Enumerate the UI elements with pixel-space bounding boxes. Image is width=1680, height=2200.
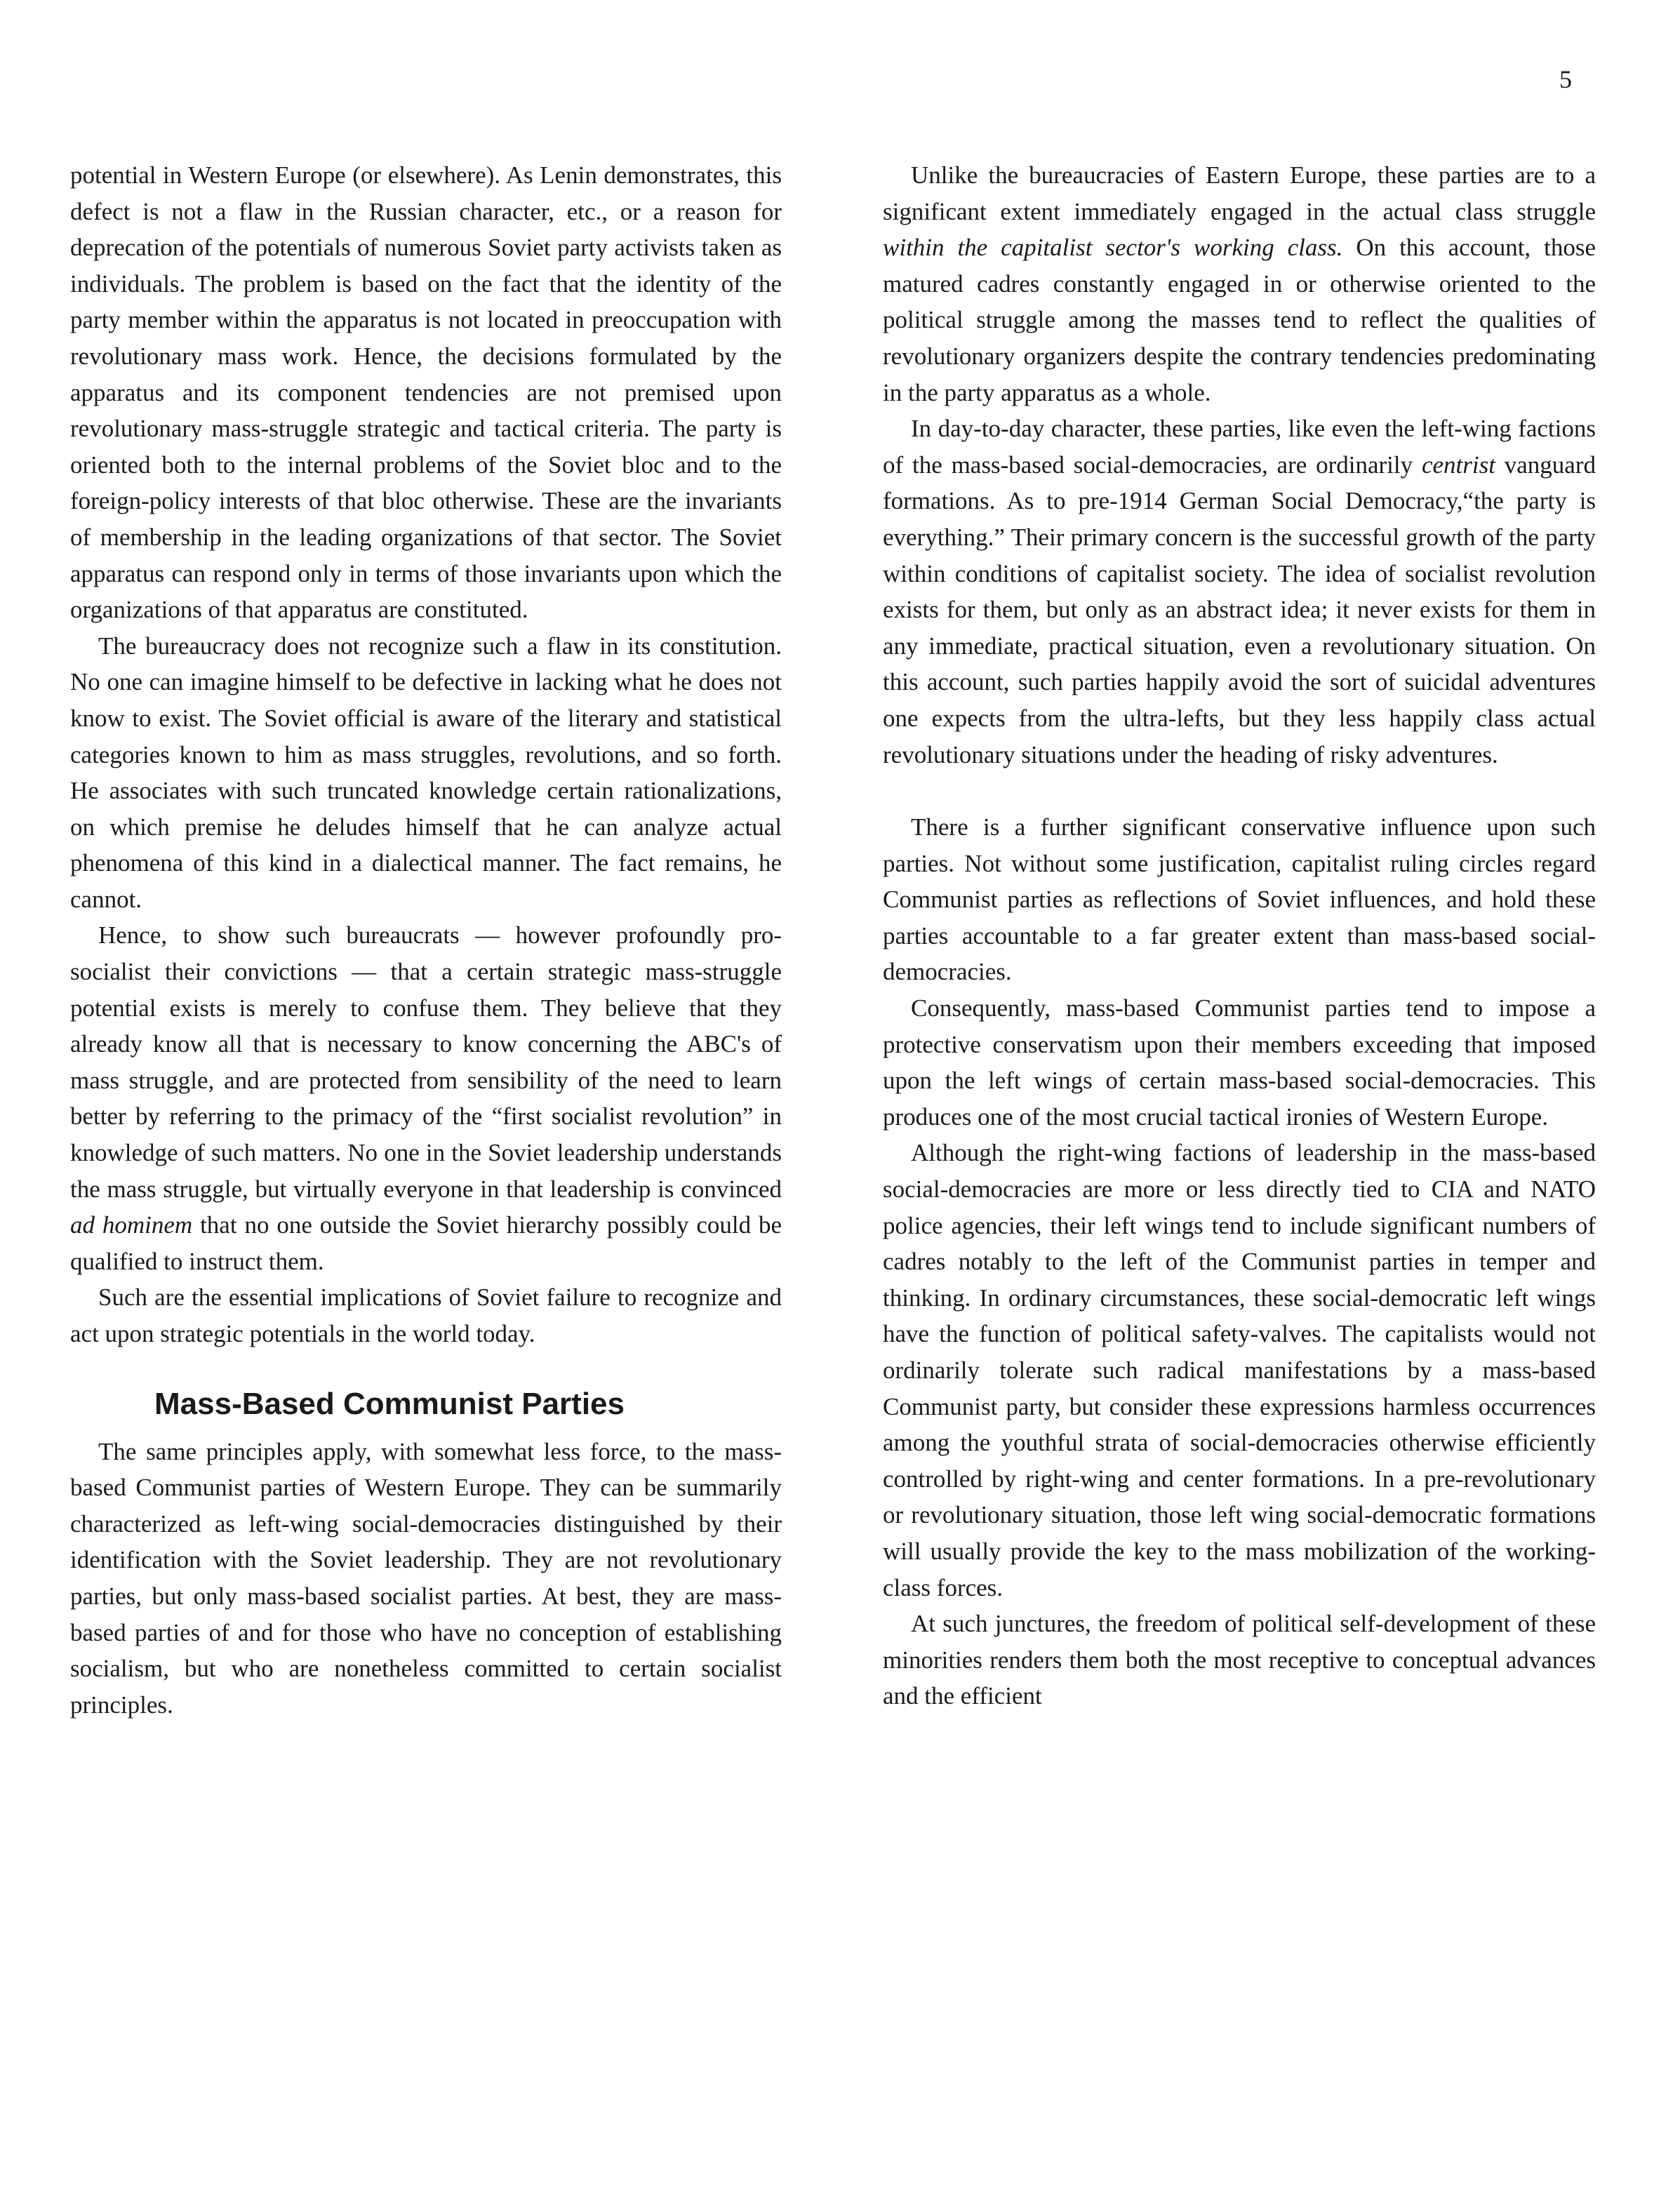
paragraph-text: Hence, to show such bureaucrats — however profoundly pro-socialist their convictions — that a certain strategic mass-struggle potential exists is merely to confuse them. They believe that they already know all that is necessary to know concerning the ABC's of mass struggle, and are protected from sensibility of the need to learn better by referring to the primacy of the “first socialist revolution” in knowledge of such matters. No one in the Soviet leadership understands the mass struggle, but virtually everyone in that leadership is convinced [70,921,782,1203]
paragraph-text: that no one outside the Soviet hierarchy possibly could be qualified to instruct them. [70,1211,782,1275]
paragraph: The bureaucracy does not recognize such a flaw in its constitution. No one can imagine himself to be defective in lacking what he does not know to exist. The Soviet official is aware of the literary and statistical categories known to him as mass struggles, revolutions, and so forth. He associates with such truncated knowledge certain rationalizations, on which premise he deludes himself that he can analyze actual phenomena of this kind in a dialectical manner. The fact remains, he cannot. [70,632,782,913]
paragraph: Although the right-wing factions of leadership in the mass-based social-democracies are more or less directly tied to CIA and NATO police agencies, their left wings tend to include significant numbers of cadres notably to the left of the Communist parties in temper and thinking. In ordinary circumstances, these social-democratic left wings have the function of political safety-valves. The capitalists would not ordinarily tolerate such radical manifestations by a mass-based Communist party, but consider these expressions harmless occurrences among the youthful strata of social-democracies otherwise efficiently controlled by right-wing and center formations. In a pre-revolutionary or revolutionary situation, those left wing social-democratic formations will usually provide the key to the mass mobilization of the working-class forces. [883,1139,1596,1601]
paragraph-italic: centrist [1421,451,1495,479]
paragraph: At such junctures, the freedom of political self-development of these minorities renders them both the most receptive to conceptual advances and the efficient [883,1610,1596,1710]
left-column [70,157,782,1723]
paragraph: The same principles apply, with somewhat less force, to the mass-based Communist parties of Western Europe. They can be summarily characterized as left-wing social-democracies distinguished by their identification with the Soviet leadership. They are not revolutionary parties, but only mass-based socialist parties. At best, they are mass-based parties of and for those who have no conception of establishing socialism, but who are nonetheless committed to certain socialist principles. [70,1437,782,1719]
paragraph: There is a further significant conservative influence upon such parties. Not without some justification, capitalist ruling circles regard Communist parties as reflections of Soviet influences, and hold these parties accountable to a far greater extent than mass-based social-democracies. [883,813,1596,986]
paragraph-text: In day-to-day character, these parties, like even the left-wing factions of the mass-based social-democracies, are ordinarily [883,415,1596,479]
paragraph-text: Unlike the bureaucracies of Eastern Europe, these parties are to a significant extent immediately engaged in the actual class struggle [883,161,1596,225]
right-column [883,157,1596,1714]
paragraph-italic: within the capitalist sector's working class. [883,234,1343,262]
paragraph [70,917,782,1279]
paragraph: Such are the essential implications of Soviet failure to recognize and act upon strategic potentials in the world today. [70,1284,782,1347]
paragraph: potential in Western Europe (or elsewhere). As Lenin demonstrates, this defect is not a flaw in the Russian character, etc., or a reason for deprecation of the potentials of numerous Soviet party activists taken as individuals. The problem is based on the fact that the identity of the party member within the apparatus is not located in preoccupation with revolutionary mass work. Hence, the decisions formulated by the apparatus and its component tendencies are not premised upon revolutionary mass-struggle strategic and tactical criteria. The party is oriented both to the internal problems of the Soviet bloc and to the foreign-policy interests of that bloc otherwise. These are the invariants of membership in the leading organizations of that sector. The Soviet apparatus can respond only in terms of those invariants upon which the organizations of that apparatus are constituted. [70,161,782,624]
paragraph-text: vanguard formations. As to pre-1914 German Social Democracy,“the party is everything.” Their primary concern is the successful growth of the party within conditions of capitalist society. The idea of socialist revolution exists for them, but only as an abstract idea; it never exists for them in any immediate, practical situation, even a revolutionary situation. On this account, such parties happily avoid the sort of suicidal adventures one expects from the ultra-lefts, but they less happily class actual revolutionary situations under the heading of risky adventures. [883,451,1596,768]
paragraph-italic: ad hominem [70,1211,193,1239]
section-heading: Mass-Based Communist Parties [154,1386,625,1421]
paragraph: Consequently, mass-based Communist parties tend to impose a protective conservatism upon their members exceeding that imposed upon the left wings of certain mass-based social-democracies. This produces one of the most crucial tactical ironies of Western Europe. [883,994,1596,1131]
paragraph [883,411,1596,773]
page-number: 5 [1559,65,1572,93]
paragraph [883,157,1596,411]
paragraph-text: On this account, those matured cadres constantly engaged in or otherwise oriented to the political struggle among the masses tend to reflect the qualities of revolutionary organizers despite the contrary tendencies predominating in the party apparatus as a whole. [883,234,1596,406]
